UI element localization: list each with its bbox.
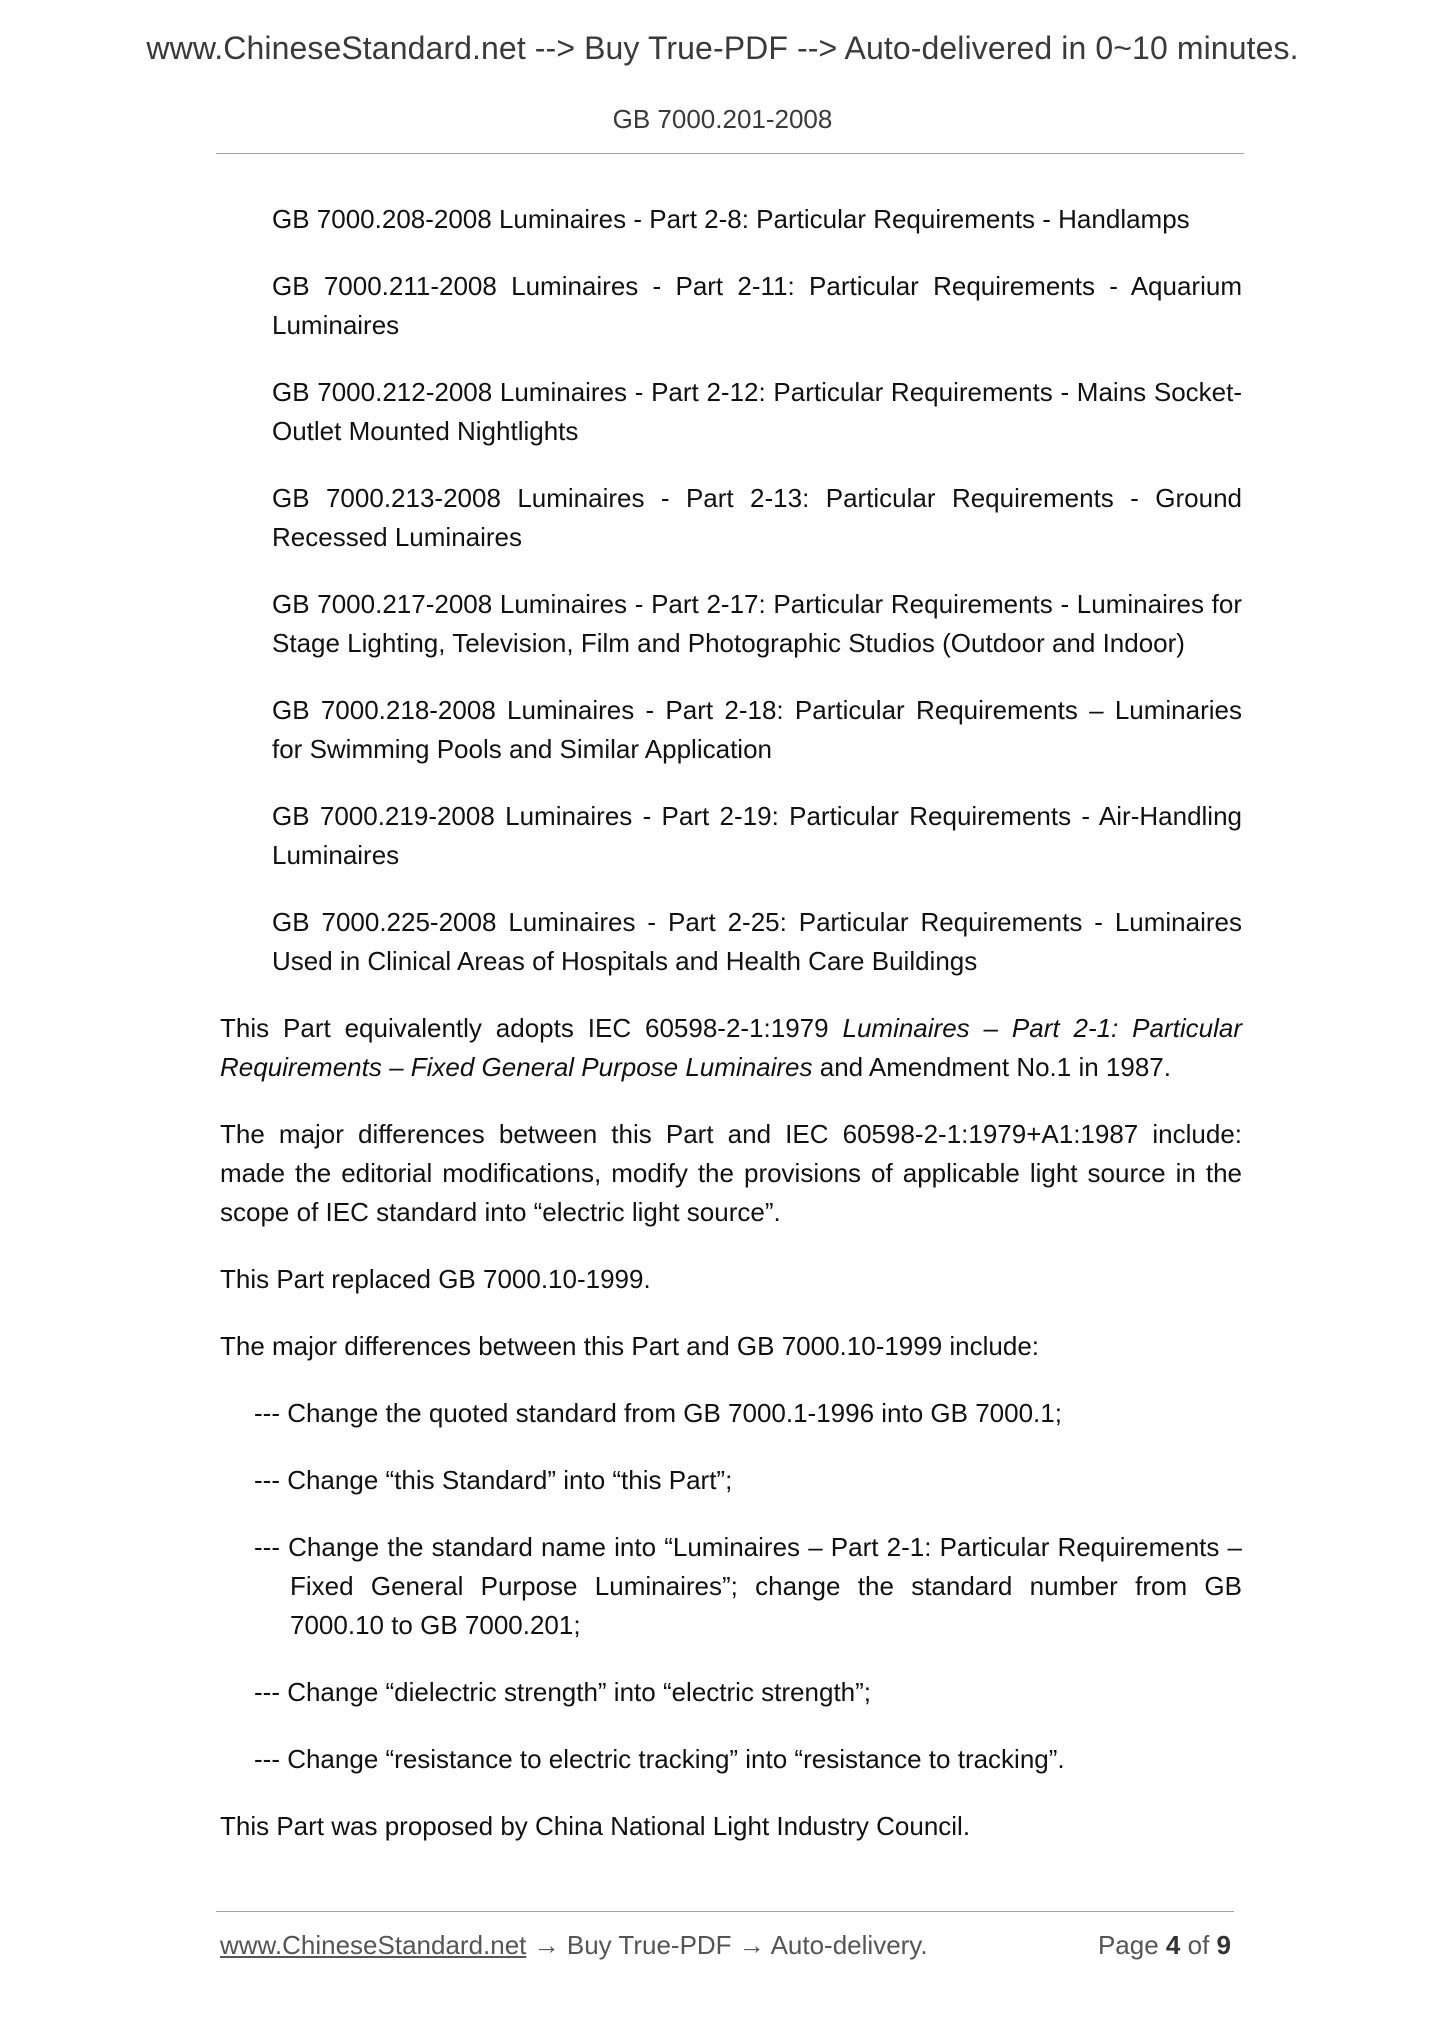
current-page-number: 4 (1165, 1930, 1181, 1960)
header-divider (216, 153, 1244, 154)
adoption-text-pre: This Part equivalently adopts IEC 60598-2-1:1979 (220, 1013, 843, 1043)
page-label: Page (1097, 1930, 1159, 1960)
reference-item: GB 7000.213-2008 Luminaires - Part 2-13: Particular Requirements - Ground Recessed Luminaires (272, 483, 1242, 552)
reference-item: GB 7000.208-2008 Luminaires - Part 2-8: Particular Requirements - Handlamps (272, 204, 1190, 234)
total-pages-number: 9 (1216, 1930, 1231, 1960)
change-item: --- Change “resistance to electric tracking” into “resistance to tracking”. (254, 1744, 1065, 1774)
footer-promo (220, 1930, 928, 1961)
reference-item: GB 7000.212-2008 Luminaires - Part 2-12: Particular Requirements - Mains Socket-Outlet Mounted Nightlights (272, 377, 1242, 446)
gb-differences-paragraph: The major differences between this Part and GB 7000.10-1999 include: (220, 1331, 1040, 1361)
reference-item: GB 7000.217-2008 Luminaires - Part 2-17: Particular Requirements - Luminaires for Stage Lighting, Television, Film and Photographic Studios (Outdoor and Indoor) (272, 589, 1242, 658)
adoption-text-post: and Amendment No.1 in 1987. (812, 1052, 1171, 1082)
site-banner: www.ChineseStandard.net --> Buy True-PDF --> Auto-delivered in 0~10 minutes. (146, 30, 1299, 66)
reference-item: GB 7000.218-2008 Luminaires - Part 2-18: Particular Requirements – Luminaries for Swimming Pools and Similar Application (272, 695, 1242, 764)
iec-differences-paragraph: The major differences between this Part and IEC 60598-2-1:1979+A1:1987 include: made the editorial modifications, modify the provisions of applicable light source in the scope of IEC standard into “electric light source”. (220, 1119, 1242, 1227)
document-id: GB 7000.201-2008 (612, 104, 833, 134)
change-item: --- Change the standard name into “Luminaires – Part 2-1: Particular Requirements – Fixed General Purpose Luminaires”; change the standard number from GB 7000.10 to GB 7000.201; (254, 1532, 1242, 1640)
change-item: --- Change “dielectric strength” into “electric strength”; (254, 1677, 872, 1707)
change-item: --- Change “this Standard” into “this Part”; (254, 1465, 733, 1495)
website-link[interactable]: www.ChineseStandard.net (220, 1930, 527, 1960)
reference-item: GB 7000.211-2008 Luminaires - Part 2-11: Particular Requirements - Aquarium Luminaires (272, 271, 1242, 340)
reference-item: GB 7000.219-2008 Luminaires - Part 2-19: Particular Requirements - Air-Handling Luminaires (272, 801, 1242, 870)
of-label: of (1187, 1930, 1210, 1960)
page-indicator (1098, 1930, 1231, 1961)
footer-promo-text: → Buy True-PDF → Auto-delivery. (526, 1930, 928, 1960)
footer-divider (216, 1911, 1234, 1912)
replaced-paragraph: This Part replaced GB 7000.10-1999. (220, 1264, 651, 1294)
adoption-paragraph (220, 1009, 1242, 1087)
proposed-paragraph: This Part was proposed by China National Light Industry Council. (220, 1811, 971, 1841)
document-body (220, 200, 1242, 1874)
reference-item: GB 7000.225-2008 Luminaires - Part 2-25: Particular Requirements - Luminaires Used in Clinical Areas of Hospitals and Health Care Buildings (272, 907, 1242, 976)
change-item: --- Change the quoted standard from GB 7000.1-1996 into GB 7000.1; (254, 1398, 1062, 1428)
iec-standard-title: Luminaires – Part 2-1: Particular Requirements – Fixed General Purpose Luminaires (220, 1013, 1242, 1082)
